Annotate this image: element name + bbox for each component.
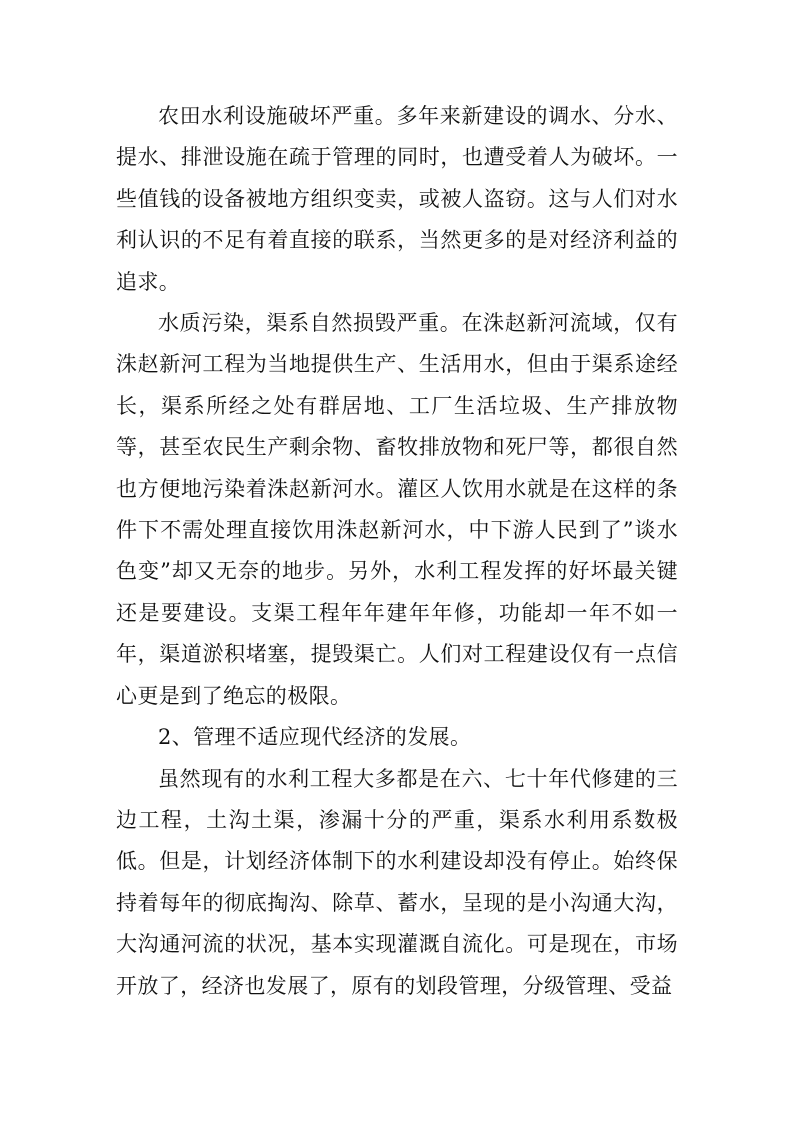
- document-body: [116, 96, 678, 1007]
- paragraph-management: 虽然现有的水利工程大多都是在六、七十年代修建的三边工程，土沟土渠，渗漏十分的严重，渠系水利用系数极低。但是，计划经济体制下的水利建设却没有停止。始终保持着每年的彻底掏沟、除草、蓄水，呈现的是小沟通大沟，大沟通河流的状况，基本实现灌溉自流化。可是现在，市场开放了，经济也发展了，原有的划段管理，分级管理、受益: [116, 766, 678, 998]
- paragraph-facility-damage: 农田水利设施破坏严重。多年来新建设的调水、分水、提水、排泄设施在疏于管理的同时，也遭受着人为破坏。一些值钱的设备被地方组织变卖，或被人盗窃。这与人们对水利认识的不足有着直接的联系，当然更多的是对经济利益的追求。: [116, 104, 678, 294]
- section-heading-management: 2、管理不适应现代经济的发展。: [158, 725, 472, 750]
- paragraph-water-pollution: 水质污染，渠系自然损毁严重。在洙赵新河流域，仅有洙赵新河工程为当地提供生产、生活用水，但由于渠系途经长，渠系所经之处有群居地、工厂生活垃圾、生产排放物等，甚至农民生产剩余物、畜牧排放物和死尸等，都很自然也方便地污染着洙赵新河水。灌区人饮用水就是在这样的条件下不需处理直接饮用洙赵新河水，中下游人民到了”谈水色变”却又无奈的地步。另外，水利工程发挥的好坏最关键还是要建设。支渠工程年年建年年修，功能却一年不如一年，渠道淤积堵塞，提毁渠亡。人们对工程建设仅有一点信心更是到了绝忘的极限。: [116, 311, 678, 708]
